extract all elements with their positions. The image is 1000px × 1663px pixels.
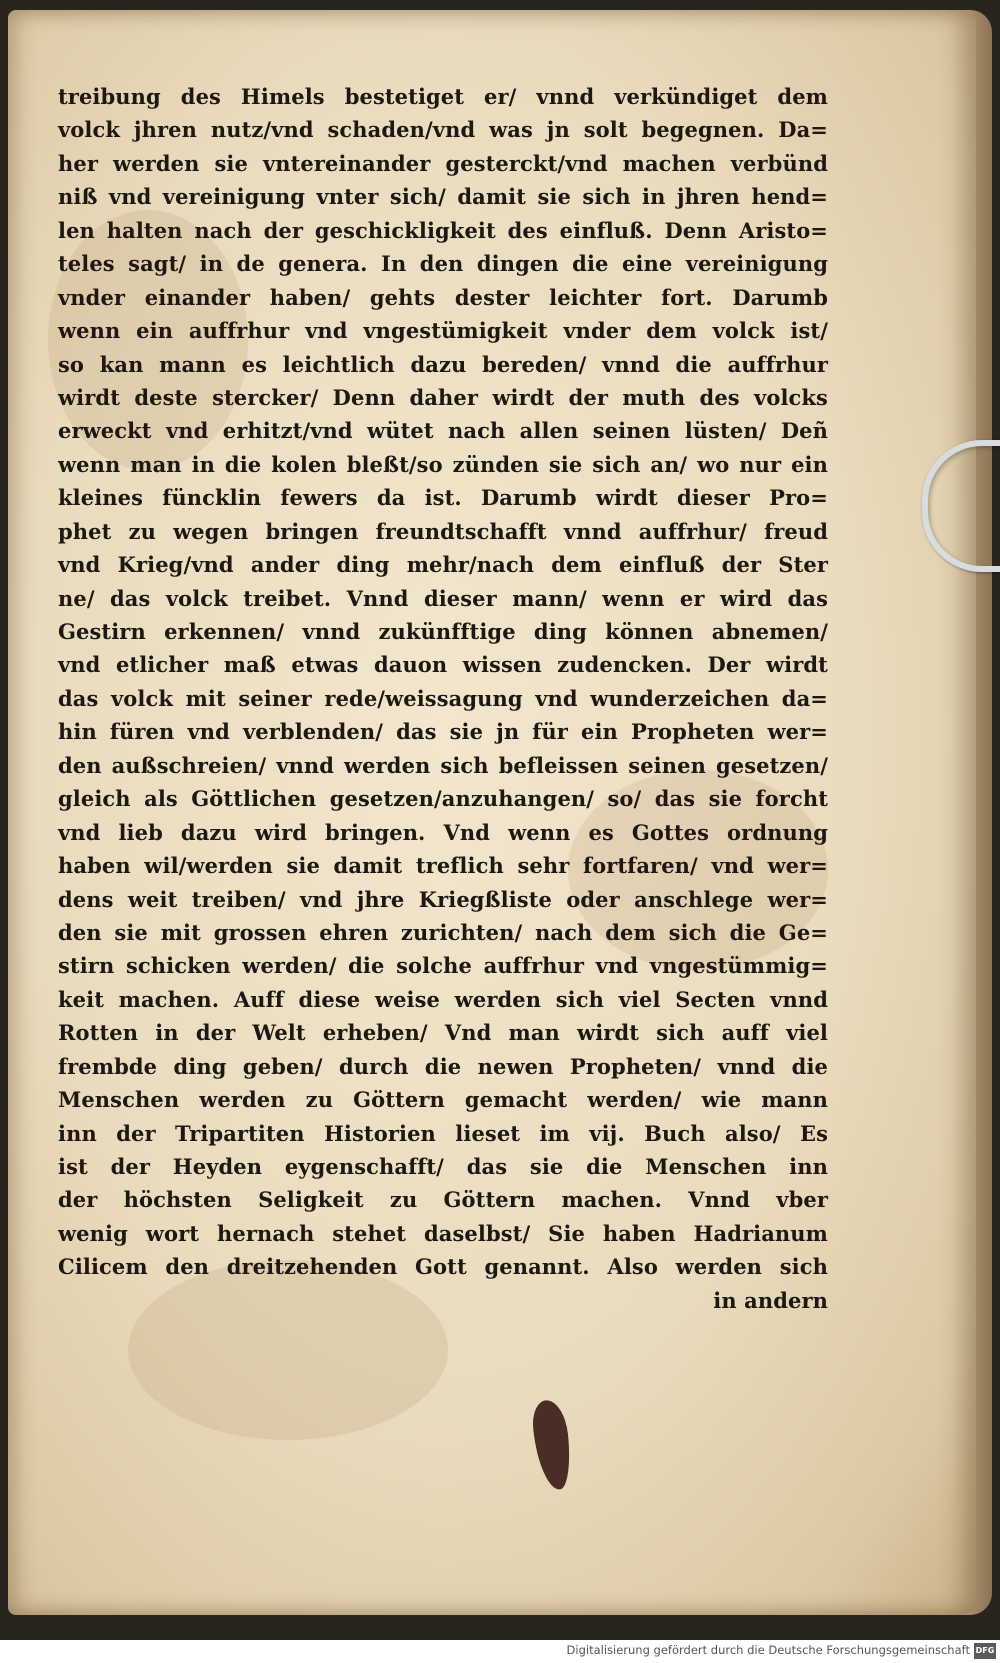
text-line: so kan mann es leichtlich dazu bereden/ vnnd die auffrhur	[58, 351, 828, 377]
text-line: teles sagt/ in de genera. In den dingen die eine vereinigung	[58, 251, 828, 277]
dfg-logo-icon: DFG	[974, 1643, 996, 1659]
text-line: wenig wort hernach stehet daselbst/ Sie haben Hadrianum	[58, 1220, 828, 1246]
text-line: dens weit treiben/ vnd jhre Kriegßliste oder anschlege wer=	[58, 886, 828, 912]
text-line: vnd Krieg/vnd ander ding mehr/nach dem einfluß der Ster	[58, 552, 828, 578]
text-line: gleich als Göttlichen gesetzen/anzuhangen/ so/ das sie forcht	[58, 786, 828, 812]
text-line: das volck mit seiner rede/weissagung vnd wunderzeichen da=	[58, 685, 828, 711]
text-line: inn der Tripartiten Historien lieset im vij. Buch also/ Es	[58, 1120, 828, 1146]
text-line: wirdt deste stercker/ Denn daher wirdt der muth des volcks	[58, 384, 828, 410]
text-line: Cilicem den dreitzehenden Gott genannt. Also werden sich	[58, 1254, 828, 1280]
text-line: kleines füncklin fewers da ist. Darumb wirdt dieser Pro=	[58, 485, 828, 511]
text-line: len halten nach der geschickligkeit des einfluß. Denn Aristo=	[58, 217, 828, 243]
text-line: phet zu wegen bringen freundtschafft vnnd auffrhur/ freud	[58, 518, 828, 544]
funding-note: Digitalisierung gefördert durch die Deutsche Forschungsgemeinschaft	[566, 1643, 970, 1657]
text-line: stirn schicken werden/ die solche auffrhur vnd vngestümmig=	[58, 953, 828, 979]
text-line: Menschen werden zu Göttern gemacht werden/ wie mann	[58, 1087, 828, 1113]
text-line: wenn man in die kolen bleßt/so zünden sie sich an/ wo nur ein	[58, 451, 828, 477]
text-line: vnder einander haben/ gehts dester leichter fort. Darumb	[58, 284, 828, 310]
text-line: haben wil/werden sie damit treflich sehr fortfaren/ vnd wer=	[58, 853, 828, 879]
text-line: den sie mit grossen ehren zurichten/ nach dem sich die Ge=	[58, 919, 828, 945]
text-line: Rotten in der Welt erheben/ Vnd man wirdt sich auff viel	[58, 1020, 828, 1046]
text-line: der höchsten Seligkeit zu Göttern machen. Vnnd vber	[58, 1187, 828, 1213]
text-line: erweckt vnd erhitzt/vnd wütet nach allen seinen lüsten/ Deñ	[58, 418, 828, 444]
text-line: frembde ding geben/ durch die newen Propheten/ vnnd die	[58, 1053, 828, 1079]
text-line: her werden sie vntereinander gesterckt/vnd machen verbünd	[58, 150, 828, 176]
page-text	[58, 80, 828, 1317]
text-line: vnd lieb dazu wird bringen. Vnd wenn es Gottes ordnung	[58, 819, 828, 845]
catchword: in andern	[713, 1287, 828, 1313]
text-line: niß vnd vereinigung vnter sich/ damit sie sich in jhren hend=	[58, 184, 828, 210]
text-line: hin füren vnd verblenden/ das sie jn für ein Propheten wer=	[58, 719, 828, 745]
text-line: den außschreien/ vnnd werden sich befleissen seinen gesetzen/	[58, 752, 828, 778]
text-line: ne/ das volck treibet. Vnnd dieser mann/ wenn er wird das	[58, 585, 828, 611]
text-line: volck jhren nutz/vnd schaden/vnd was jn solt begegnen. Da=	[58, 117, 828, 143]
text-line: wenn ein auffrhur vnd vngestümigkeit vnder dem volck ist/	[58, 318, 828, 344]
footer-bar	[0, 1640, 1000, 1663]
text-line: treibung des Himels bestetiget er/ vnnd verkündiget dem	[58, 84, 828, 109]
text-line: keit machen. Auff diese weise werden sich viel Secten vnnd	[58, 986, 828, 1012]
text-line: Gestirn erkennen/ vnnd zukünfftige ding können abnemen/	[58, 619, 828, 644]
text-line: vnd etlicher maß etwas dauon wissen zudencken. Der wirdt	[58, 652, 828, 678]
text-line: ist der Heyden eygenschafft/ das sie die Menschen inn	[58, 1154, 828, 1179]
